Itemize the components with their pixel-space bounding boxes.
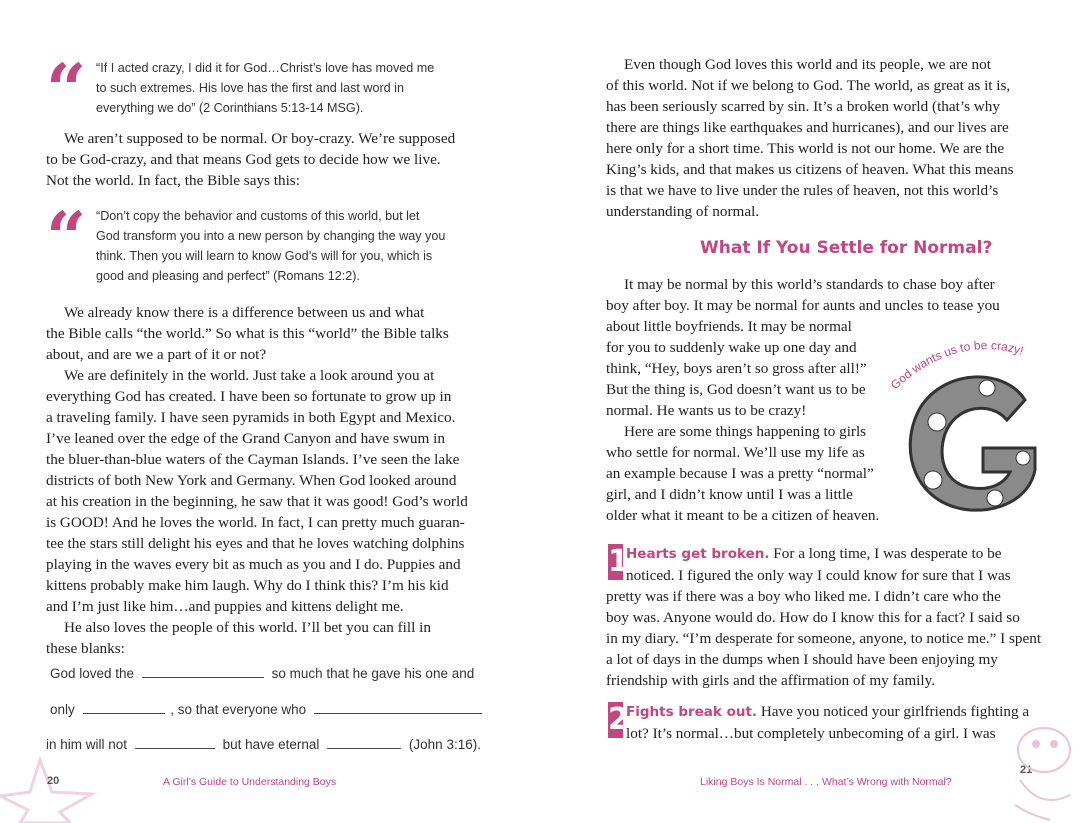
text-line: girl, and I didn’t know until I was a little: [606, 486, 853, 503]
body-paragraph: [606, 54, 1046, 222]
text-line: there are things like earthquakes and hurricanes), and our lives are: [606, 119, 1009, 136]
text-line: a traveling family. I have seen pyramids in both Egypt and Mexico.: [46, 409, 456, 426]
quote-line: to such extremes. His love has the first and last word in: [96, 81, 404, 95]
fill-blank[interactable]: [135, 738, 215, 749]
quote-line: everything we do” (2 Corinthians 5:13-14 MSG).: [96, 101, 364, 115]
text-line: Even though God loves this world and its people, we are not: [624, 56, 991, 73]
text-line: has been seriously scarred by sin. It’s a broken world (that’s why: [606, 98, 1000, 115]
text-line: these blanks:: [46, 640, 125, 657]
text-line: For a long time, I was desperate to be: [769, 545, 1002, 562]
body-paragraph: [46, 128, 486, 191]
g-caption-path: God wants us to be crazy!: [887, 338, 1026, 393]
text-line: and I’m just like him…and puppies and kittens delight me.: [46, 598, 404, 615]
quote-block: [46, 206, 445, 286]
text-line: is GOOD! And he loves the world. In fact, I can pretty much guaran-: [46, 514, 465, 531]
fill-text: God loved the: [50, 666, 135, 681]
text-line: older what it meant to be a citizen of heaven.: [606, 507, 880, 524]
text-line: normal. He wants us to be crazy!: [606, 402, 807, 419]
text-line: playing in the waves every bit as much as you and I do. Puppies and: [46, 556, 461, 573]
text-line: think, “Hey, boys aren’t so gross after all!”: [606, 360, 867, 377]
quote-block: [46, 58, 434, 118]
text-line: Not the world. In fact, the Bible says this:: [46, 172, 300, 189]
text-line: friendship with girls and the affirmation of my family.: [606, 672, 935, 689]
fill-in-line: [50, 702, 482, 717]
text-line: of this world. Not if we belong to God. The world, as great as it is,: [606, 77, 1011, 94]
page-number: 21: [1020, 764, 1033, 776]
list-item: [606, 543, 1046, 691]
quote-text: [96, 58, 434, 118]
star-decoration-icon: [0, 752, 100, 823]
text-line: boy after boy. It may be normal for aunts and uncles to tease you: [606, 297, 1000, 314]
text-line: We are definitely in the world. Just take a look around you at: [64, 367, 435, 384]
quote-line: “Don’t copy the behavior and customs of this world, but let: [96, 209, 420, 223]
fill-text: but have eternal: [222, 737, 320, 752]
text-line: for you to suddenly wake up one day and: [606, 339, 857, 356]
fill-blank[interactable]: [142, 667, 264, 678]
fill-text: so much that he gave his one and: [271, 666, 475, 681]
list-item-heading: Hearts get broken.: [626, 546, 770, 562]
text-line: to be God-crazy, and that means God gets to decide how we live.: [46, 151, 441, 168]
text-line: here only for a short time. This world is not our home. We are the: [606, 140, 1005, 157]
text-line: He also loves the people of this world. I’ll bet you can fill in: [64, 619, 431, 636]
text-line: about little boyfriends. It may be normal: [606, 318, 852, 335]
fill-in-line: [50, 666, 474, 681]
text-line: is that we have to live under the rules of heaven, not this world’s: [606, 182, 999, 199]
quote-mark-icon: “: [46, 208, 87, 258]
text-line: We already know there is a difference between us and what: [64, 304, 425, 321]
running-title: A Girl’s Guide to Understanding Boys: [163, 776, 337, 788]
text-line: about, and are we a part of it or not?: [46, 346, 267, 363]
section-heading: What If You Settle for Normal?: [700, 238, 993, 258]
page-number: 20: [47, 775, 60, 787]
list-item-heading: Fights break out.: [626, 704, 758, 720]
frog-decoration-icon: [1000, 720, 1080, 823]
quote-line: think. Then you will learn to know God’s will for you, which is: [96, 249, 433, 263]
text-line: understanding of normal.: [606, 203, 760, 220]
text-line: Have you noticed your girlfriends fighting a: [757, 703, 1030, 720]
list-number-badge: 1: [608, 544, 629, 579]
list-number-badge: 2: [608, 702, 629, 737]
quote-line: God transform you into a new person by changing the way you: [96, 229, 446, 243]
text-line: We aren’t supposed to be normal. Or boy-crazy. We’re supposed: [64, 130, 456, 147]
g-letter-illustration: [875, 330, 1070, 530]
text-line: who settle for normal. We’ll use my life as: [606, 444, 865, 461]
quote-text: [96, 206, 445, 286]
list-item-first-line: [606, 543, 1046, 565]
text-line: everything God has created. I have been so fortunate to grow up in: [46, 388, 452, 405]
fill-blank[interactable]: [83, 703, 165, 714]
text-line: But the thing is, God doesn’t want us to be: [606, 381, 866, 398]
text-line: lot? It’s normal…but completely unbecoming of a girl. I was: [626, 725, 996, 742]
list-item-first-line: [606, 701, 1046, 723]
text-line: districts of both New York and Germany. When God looked around: [46, 472, 457, 489]
text-line: in my diary. “I’m desperate for someone, anyone, to notice me.” I spent: [606, 630, 1042, 647]
text-line: tee the stars still delight his eyes and that he loves watching dolphins: [46, 535, 465, 552]
text-line: a lot of days in the dumps when I should have been enjoying my: [606, 651, 998, 668]
text-line: the bluer-than-blue waters of the Cayman Islands. I’ve seen the lake: [46, 451, 460, 468]
fill-in-line: [46, 737, 481, 752]
text-line: an example because I was a pretty “normal”: [606, 465, 874, 482]
text-line: kittens probably make him laugh. Why do I think this? I’m his kid: [46, 577, 449, 594]
quote-mark-icon: “: [46, 60, 87, 110]
quote-line: “If I acted crazy, I did it for God…Christ’s love has moved me: [96, 61, 435, 75]
text-line: the Bible calls “the world.” So what is this “world” the Bible talks: [46, 325, 449, 342]
text-line: boy was. Anyone would do. How do I know this for a fact? I said so: [606, 609, 1020, 626]
fill-text: , so that everyone who: [170, 702, 307, 717]
text-line: I’ve leaned over the edge of the Grand Canyon and have swum in: [46, 430, 445, 447]
text-line: noticed. I figured the only way I could know for sure that I was: [626, 567, 1011, 584]
text-line: It may be normal by this world’s standards to chase boy after: [624, 276, 995, 293]
list-item: [606, 701, 1046, 744]
fill-text: only: [50, 702, 75, 717]
fill-blank[interactable]: [327, 738, 401, 749]
body-paragraph: [46, 302, 486, 659]
running-title: Liking Boys Is Normal . . . What’s Wrong with Normal?: [700, 776, 952, 788]
text-line: Here are some things happening to girls: [624, 423, 867, 440]
text-line: at his creation in the beginning, he saw that it was good! God’s world: [46, 493, 468, 510]
fill-text: in him will not: [46, 737, 128, 752]
fill-text: (John 3:16).: [408, 737, 481, 752]
text-line: King’s kids, and that makes us citizens of heaven. What this means: [606, 161, 1014, 178]
quote-line: good and pleasing and perfect” (Romans 12:2).: [96, 269, 360, 283]
fill-blank[interactable]: [314, 703, 482, 714]
text-line: pretty was if there was a boy who liked me. I didn’t care who the: [606, 588, 1001, 605]
